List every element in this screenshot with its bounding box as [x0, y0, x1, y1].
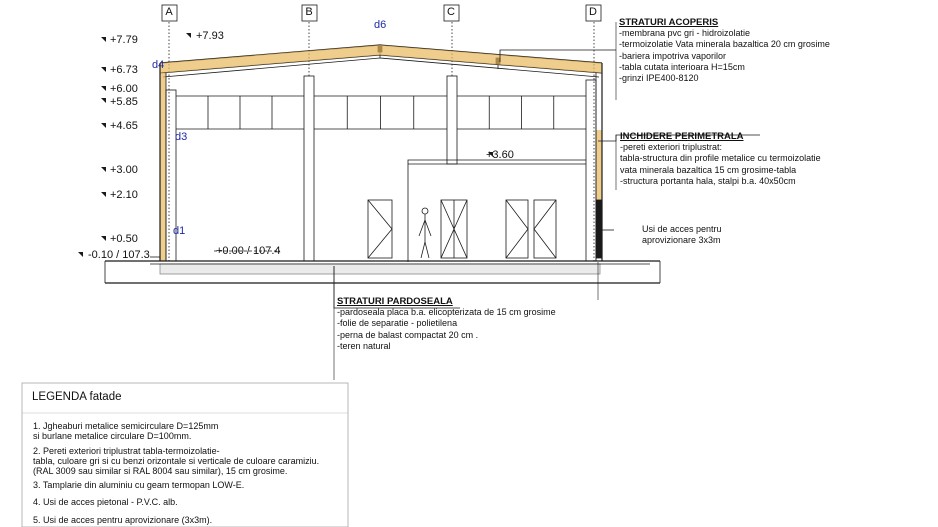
note-line: -grinzi IPE400-8120: [619, 73, 699, 84]
note-line: Usi de acces pentru: [642, 224, 722, 234]
note-line: -pereti exteriori triplustrat:: [620, 142, 723, 152]
legend-title: LEGENDA fatade: [32, 391, 122, 403]
note-line: -tabla cutata interioara H=15cm: [619, 61, 745, 72]
level-marker-icon: [101, 167, 106, 172]
level-label: +7.79: [110, 34, 138, 46]
legend-item-5: 5. Usi de acces pentru aprovizionare (3x3m).: [33, 515, 213, 525]
note-line: vata minerala bazaltica 15 cm grosime-tabla: [620, 164, 797, 175]
note-line: -folie de separatie - polietilena: [337, 318, 458, 329]
wall-layers-title: INCHIDERE PERIMETRALA: [620, 131, 744, 142]
level-label: +0.50: [110, 233, 138, 245]
door-note: [642, 224, 722, 247]
legend-line: tabla, culoare gri si cu benzi orizontale si verticale de culoare caramiziu.: [33, 456, 320, 466]
grid-axis-a: A: [165, 6, 173, 18]
note-line: -bariera impotriva vaporilor: [619, 50, 727, 61]
legend-line: 1. Jgheaburi metalice semicirculare D=125mm: [33, 421, 219, 431]
level-label: +5.85: [110, 96, 138, 108]
level-marker-icon: [101, 37, 106, 42]
level-label: +6.00: [110, 83, 138, 95]
note-line: -membrana pvc gri - hidroizolatie: [619, 28, 751, 38]
detail-callout-d1: d1: [173, 225, 186, 237]
roof-layers-note: [619, 17, 830, 84]
level-marker-icon: [101, 98, 106, 103]
level-label: +6.73: [110, 64, 138, 76]
detail-callout-d4: d6: [374, 19, 387, 31]
level-label: +2.10: [110, 189, 138, 201]
note-line: -perna de balast compactat 20 cm .: [337, 329, 479, 340]
grid-axis-d: D: [589, 6, 597, 18]
grid-axis-b: B: [305, 6, 313, 18]
floor-layers-title: STRATURI PARDOSEALA: [337, 296, 453, 307]
level-marker-icon: [186, 33, 191, 38]
legend-line: 2. Pereti exteriori triplustrat tabla-termoizolatie-: [33, 446, 220, 456]
level-marker-icon: [101, 67, 106, 72]
level-label: +7.93: [196, 30, 224, 42]
wall-layers-note: [620, 131, 821, 187]
note-line: -pardoseala placa b.a. elicopterizata de 15 cm grosime: [337, 307, 556, 317]
level-marker-icon: [101, 236, 106, 241]
note-line: tabla-structura din profile metalice cu termoizolatie: [620, 153, 821, 164]
legend-line: si burlane metalice circulare D=100mm.: [33, 431, 192, 441]
legend-item-3: 3. Tamplarie din aluminiu cu geam termopan LOW-E.: [33, 480, 245, 490]
legend-item-2: [33, 446, 319, 476]
level-label: +4.65: [110, 120, 138, 132]
level-label: +0.00 / 107.4: [216, 245, 281, 257]
level-label: +3.60: [486, 149, 514, 161]
level-marker-icon: [101, 86, 106, 91]
legend-line: (RAL 3009 sau similar si RAL 8004 sau similar), 15 cm grosime.: [33, 466, 288, 476]
note-line: -termoizolatie Vata minerala bazaltica 20 cm grosime: [619, 39, 830, 50]
level-label: -0.10 / 107.3: [88, 249, 150, 261]
note-line: aprovizionare 3x3m: [642, 235, 721, 246]
note-line: -structura portanta hala, stalpi b.a. 40x50cm: [620, 175, 796, 186]
detail-callout-d3: d4: [152, 59, 165, 71]
legend-item-1: [33, 421, 218, 441]
level-marker-icon: [101, 123, 106, 128]
level-label: +3.00: [110, 164, 138, 176]
floor-layers-note: [337, 296, 556, 352]
level-marker-icon: [101, 192, 106, 197]
legend-item-4: 4. Usi de acces pietonal - P.V.C. alb.: [33, 497, 178, 507]
roof-layers-title: STRATURI ACOPERIS: [619, 17, 719, 28]
note-line: -teren natural: [337, 340, 391, 351]
grid-axis-c: C: [447, 6, 455, 18]
level-marker-icon: [78, 252, 83, 257]
detail-callout-d6: d3: [175, 131, 188, 143]
